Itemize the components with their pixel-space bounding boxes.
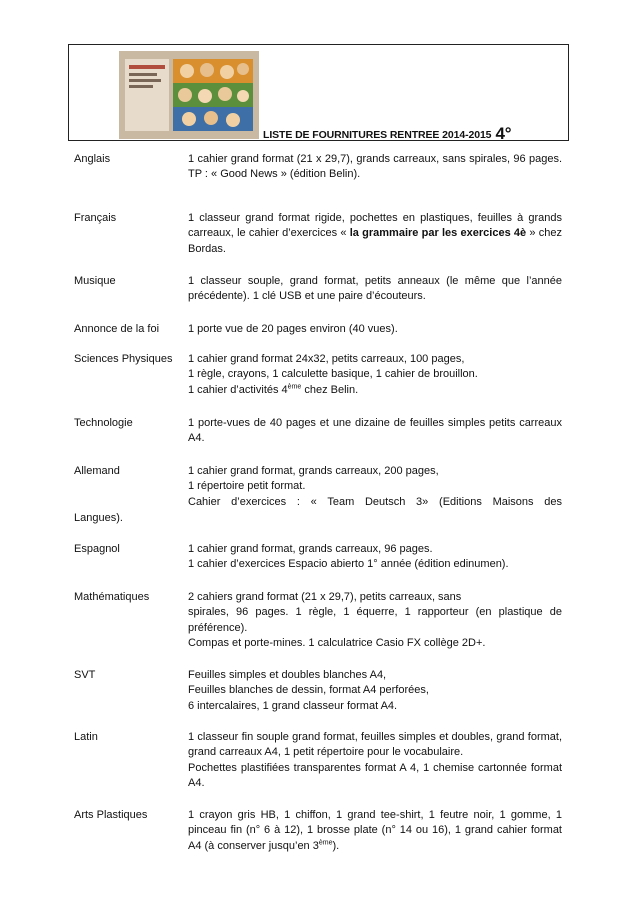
supply-line: 1 répertoire petit format. [188, 480, 306, 493]
supply-line: 1 classeur souple, grand format, petits anneaux (le même que l’année précédente). 1 clé USB et une paire d’écouteurs. [188, 275, 562, 303]
supply-line: 1 cahier grand format, grands carreaux, 200 pages, [188, 465, 439, 477]
supply-line: Compas et porte-mines. 1 calculatrice Casio FX collège 2D+. [188, 637, 486, 650]
supply-description [188, 211, 562, 257]
supply-line: 1 cahier d’exercices Espacio abierto 1° année (édition edinumen). [188, 558, 509, 571]
school-logo [119, 51, 259, 139]
supply-line: Cahier d’exercices : « Team Deutsch 3» (Editions Maisons des [188, 495, 562, 508]
supply-line: 1 cahier grand format, grands carreaux, 96 pages. [188, 543, 433, 555]
supply-text: 1 crayon gris HB, 1 chiffon, 1 grand tee-shirt, 1 feutre noir, 1 gomme, 1 pinceau fin (n° 6 à 12), 1 brosse plate (n° 14 ou 16), 1 grand cahier format A4 (à conserver jusqu’en 3 [188, 809, 562, 852]
supply-line: 1 porte-vues de 40 pages et une dizaine de feuilles simples petits carreaux A4. [188, 417, 562, 445]
supply-line: Feuilles simples et doubles blanches A4, [188, 669, 387, 681]
superscript: ème [287, 383, 302, 391]
supply-description [188, 416, 562, 447]
supply-continuation: Langues). [74, 512, 123, 524]
document-title [263, 123, 512, 143]
supply-text: 1 cahier d’activités 4 [188, 383, 288, 396]
supply-text: » chez Bordas. [188, 227, 563, 255]
subject-name: Espagnol [74, 543, 120, 555]
supply-description [188, 668, 562, 714]
supply-line: 1 règle, crayons, 1 calculette basique, 1 cahier de brouillon. [188, 368, 478, 381]
header-box [68, 44, 569, 141]
subject-name: Sciences Physiques [74, 353, 173, 365]
supply-description [188, 808, 562, 854]
subject-name: Français [74, 212, 117, 224]
supply-line: 1 cahier grand format (21 x 29,7), grands carreaux, sans spirales, 96 pages. TP : « Good News » (édition Belin). [188, 153, 562, 181]
supply-line: spirales, 96 pages. 1 règle, 1 équerre, 1 rapporteur (en plastique de préférence). [188, 606, 562, 634]
subject-name: Annonce de la foi [74, 323, 160, 335]
supply-line: 2 cahiers grand format (21 x 29,7), petits carreaux, sans [188, 591, 462, 603]
book-title: la grammaire par les exercices 4è [349, 227, 527, 240]
supply-text: 1 classeur grand format rigide, pochettes en plastiques, feuilles à grands carreaux, le cahier d’exercices « [188, 212, 562, 240]
subject-name: Anglais [74, 153, 111, 165]
supply-line [188, 808, 562, 854]
supply-description [188, 464, 562, 510]
supply-description [188, 730, 562, 792]
grade-level: 4° [495, 124, 512, 143]
subject-name: Mathématiques [74, 591, 150, 603]
supply-description [188, 152, 562, 183]
title-text: LISTE DE FOURNITURES RENTREE 2014-2015 [263, 129, 492, 141]
supply-text: ). [332, 839, 340, 852]
supply-line: 1 porte vue de 20 pages environ (40 vues). [188, 323, 398, 335]
supply-line [188, 211, 562, 257]
subject-name: Musique [74, 275, 116, 287]
supply-description [188, 274, 562, 305]
supply-line: 1 cahier grand format 24x32, petits carreaux, 100 pages, [188, 353, 465, 365]
supply-description [188, 352, 562, 398]
subject-name: Latin [74, 731, 98, 743]
supply-description [188, 542, 562, 573]
supply-line [188, 383, 562, 398]
subject-name: Arts Plastiques [74, 809, 148, 821]
supply-line: Pochettes plastifiées transparentes format A 4, 1 chemise cartonnée format A4. [188, 761, 562, 790]
supply-description [188, 590, 562, 652]
supply-text: chez Belin. [301, 383, 359, 396]
supply-description [188, 322, 562, 337]
superscript: ème [318, 839, 333, 847]
supply-line: 6 intercalaires, 1 grand classeur format A4. [188, 699, 398, 712]
subject-name: Allemand [74, 465, 120, 477]
supply-line: 1 classeur fin souple grand format, feuilles simples et doubles, grand format, grand carreaux A4, 1 petit répertoire pour le vocabulaire. [188, 731, 562, 759]
supply-line: Feuilles blanches de dessin, format A4 perforées, [188, 684, 429, 697]
subject-name: SVT [74, 669, 96, 681]
subject-name: Technologie [74, 417, 133, 429]
